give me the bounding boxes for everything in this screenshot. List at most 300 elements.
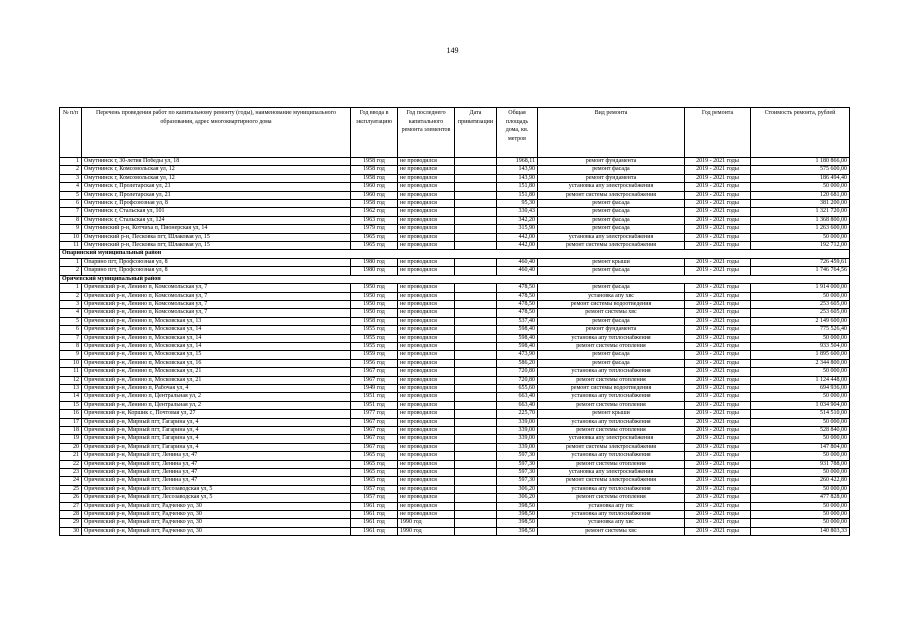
cell-privatization bbox=[455, 384, 497, 392]
cell-work-type: ремонт системы электроснабжения bbox=[538, 477, 685, 485]
cell-repair-year: 2019 - 2021 годы bbox=[685, 183, 751, 191]
cell-work-type: ремонт системы хвс bbox=[538, 309, 685, 317]
cell-repair-year: 2019 - 2021 годы bbox=[685, 284, 751, 292]
cell-year-built: 1960 год bbox=[351, 183, 398, 191]
cell-repair-year: 2019 - 2021 годы bbox=[685, 292, 751, 300]
cell-privatization bbox=[455, 511, 497, 519]
cell-work-type: установка апу электроснабжения bbox=[538, 233, 685, 241]
cell-privatization bbox=[455, 267, 497, 275]
table-header-row bbox=[60, 108, 850, 158]
cell-num: 2 bbox=[60, 292, 82, 300]
cell-last-repair: не проводился bbox=[398, 158, 455, 166]
cell-address: Оричевский р-н, Ленинo п, Центральная ул, 2 bbox=[82, 401, 351, 409]
cell-num: 10 bbox=[60, 233, 82, 241]
cell-area: 720,80 bbox=[497, 368, 538, 376]
cell-cost: 477 828,00 bbox=[751, 494, 850, 502]
cell-num: 4 bbox=[60, 309, 82, 317]
cell-address: Омутнинск г, Пролетарская ул, 21 bbox=[82, 191, 351, 199]
cell-num: 14 bbox=[60, 393, 82, 401]
table-row bbox=[60, 427, 850, 435]
table-row bbox=[60, 359, 850, 367]
cell-work-type: ремонт системы водоотведения bbox=[538, 384, 685, 392]
table-body bbox=[60, 158, 850, 536]
cell-work-type: ремонт фасада bbox=[538, 200, 685, 208]
cell-num: 9 bbox=[60, 225, 82, 233]
cell-area: 342,20 bbox=[497, 216, 538, 224]
cell-work-type: ремонт фасада bbox=[538, 225, 685, 233]
table-row bbox=[60, 519, 850, 527]
cell-num: 20 bbox=[60, 443, 82, 451]
table-row bbox=[60, 435, 850, 443]
header-privatization: Дата приватизации bbox=[455, 108, 497, 158]
cell-cost: 528 840,00 bbox=[751, 427, 850, 435]
cell-repair-year: 2019 - 2021 годы bbox=[685, 435, 751, 443]
cell-privatization bbox=[455, 452, 497, 460]
table-row bbox=[60, 300, 850, 308]
cell-last-repair: не проводился bbox=[398, 359, 455, 367]
cell-repair-year: 2019 - 2021 годы bbox=[685, 452, 751, 460]
cell-cost: 253 605,00 bbox=[751, 309, 850, 317]
cell-area: 339,00 bbox=[497, 443, 538, 451]
cell-privatization bbox=[455, 393, 497, 401]
cell-work-type: установка апу хвс bbox=[538, 292, 685, 300]
cell-last-repair: не проводился bbox=[398, 242, 455, 250]
cell-cost: 1 034 904,00 bbox=[751, 401, 850, 409]
table-row bbox=[60, 174, 850, 182]
cell-address: Оричевский р-н, Мирный пгт, Ленина ул, 47 bbox=[82, 452, 351, 460]
cell-address: Опарино пгт, Профсоюзная ул, 8 bbox=[82, 267, 351, 275]
cell-repair-year: 2019 - 2021 годы bbox=[685, 309, 751, 317]
cell-address: Омутнинск г, Комсомольская ул, 12 bbox=[82, 166, 351, 174]
cell-year-built: 1958 год bbox=[351, 174, 398, 182]
cell-repair-year: 2019 - 2021 годы bbox=[685, 242, 751, 250]
cell-repair-year: 2019 - 2021 годы bbox=[685, 460, 751, 468]
cell-area: 315,90 bbox=[497, 225, 538, 233]
cell-address: Опарино пгт, Профсоюзная ул, 8 bbox=[82, 258, 351, 266]
cell-last-repair: 1990 год bbox=[398, 527, 455, 535]
cell-address: Оричевский р-н, Мирный пгт, Гагарина ул, 4 bbox=[82, 443, 351, 451]
cell-cost: 50 000,00 bbox=[751, 435, 850, 443]
cell-repair-year: 2019 - 2021 годы bbox=[685, 469, 751, 477]
cell-area: 598,40 bbox=[497, 334, 538, 342]
cell-work-type: ремонт фундамента bbox=[538, 174, 685, 182]
table-row bbox=[60, 166, 850, 174]
cell-year-built: 1977 год bbox=[351, 410, 398, 418]
cell-privatization bbox=[455, 174, 497, 182]
cell-last-repair: не проводился bbox=[398, 401, 455, 409]
cell-area: 478,50 bbox=[497, 300, 538, 308]
cell-num: 2 bbox=[60, 267, 82, 275]
cell-work-type: ремонт системы хвс bbox=[538, 527, 685, 535]
cell-num: 18 bbox=[60, 427, 82, 435]
cell-repair-year: 2019 - 2021 годы bbox=[685, 485, 751, 493]
cell-cost: 1 180 866,00 bbox=[751, 158, 850, 166]
cell-repair-year: 2019 - 2021 годы bbox=[685, 200, 751, 208]
cell-year-built: 1967 год bbox=[351, 368, 398, 376]
cell-area: 597,30 bbox=[497, 460, 538, 468]
cell-repair-year: 2019 - 2021 годы bbox=[685, 208, 751, 216]
cell-privatization bbox=[455, 334, 497, 342]
cell-address: Оричевский р-н, Мирный пгт, Гагарина ул, 4 bbox=[82, 435, 351, 443]
cell-repair-year: 2019 - 2021 годы bbox=[685, 267, 751, 275]
cell-privatization bbox=[455, 359, 497, 367]
cell-area: 597,30 bbox=[497, 477, 538, 485]
cell-last-repair: не проводился bbox=[398, 460, 455, 468]
cell-repair-year: 2019 - 2021 годы bbox=[685, 225, 751, 233]
cell-repair-year: 2019 - 2021 годы bbox=[685, 334, 751, 342]
cell-year-built: 1958 год bbox=[351, 166, 398, 174]
cell-work-type: ремонт системы электроснабжения bbox=[538, 191, 685, 199]
cell-repair-year: 2019 - 2021 годы bbox=[685, 359, 751, 367]
cell-address: Оричевский р-н, Ленинo п, Московская ул, 13 bbox=[82, 317, 351, 325]
table-row bbox=[60, 284, 850, 292]
cell-num: 29 bbox=[60, 519, 82, 527]
cell-year-built: 1980 год bbox=[351, 258, 398, 266]
cell-num: 17 bbox=[60, 418, 82, 426]
cell-repair-year: 2019 - 2021 годы bbox=[685, 418, 751, 426]
cell-address: Оричевский р-н, Ленинo п, Московская ул, 21 bbox=[82, 368, 351, 376]
cell-work-type: ремонт фасада bbox=[538, 351, 685, 359]
cell-area: 478,50 bbox=[497, 284, 538, 292]
table-row bbox=[60, 342, 850, 350]
cell-cost: 50 000,00 bbox=[751, 502, 850, 510]
section-row bbox=[60, 275, 850, 283]
cell-privatization bbox=[455, 368, 497, 376]
cell-address: Омутнинск г, Комсомольская ул, 12 bbox=[82, 174, 351, 182]
cell-area: 398,50 bbox=[497, 519, 538, 527]
cell-year-built: 1951 год bbox=[351, 393, 398, 401]
cell-last-repair: не проводился bbox=[398, 225, 455, 233]
cell-repair-year: 2019 - 2021 годы bbox=[685, 166, 751, 174]
cell-work-type: установка апу электроснабжения bbox=[538, 183, 685, 191]
table-row bbox=[60, 183, 850, 191]
cell-privatization bbox=[455, 477, 497, 485]
cell-work-type: ремонт системы отопления bbox=[538, 460, 685, 468]
cell-cost: 50 000,00 bbox=[751, 511, 850, 519]
cell-year-built: 1980 год bbox=[351, 267, 398, 275]
cell-repair-year: 2019 - 2021 годы bbox=[685, 443, 751, 451]
cell-privatization bbox=[455, 317, 497, 325]
cell-privatization bbox=[455, 427, 497, 435]
cell-cost: 260 422,80 bbox=[751, 477, 850, 485]
cell-num: 26 bbox=[60, 494, 82, 502]
cell-last-repair: не проводился bbox=[398, 208, 455, 216]
table-row bbox=[60, 460, 850, 468]
cell-last-repair: не проводился bbox=[398, 233, 455, 241]
cell-year-built: 1959 год bbox=[351, 351, 398, 359]
cell-cost: 50 000,00 bbox=[751, 292, 850, 300]
cell-work-type: установка апу теплоснабжения bbox=[538, 393, 685, 401]
cell-address: Оричевский р-н, Ленинo п, Московская ул, 15 bbox=[82, 351, 351, 359]
cell-year-built: 1957 год bbox=[351, 494, 398, 502]
cell-year-built: 1962 год bbox=[351, 208, 398, 216]
cell-work-type: ремонт системы электроснабжения bbox=[538, 443, 685, 451]
cell-last-repair: не проводился bbox=[398, 174, 455, 182]
cell-cost: 1 914 000,00 bbox=[751, 284, 850, 292]
cell-cost: 694 936,00 bbox=[751, 384, 850, 392]
cell-area: 339,00 bbox=[497, 427, 538, 435]
cell-area: 442,00 bbox=[497, 242, 538, 250]
cell-area: 537,40 bbox=[497, 317, 538, 325]
cell-work-type: ремонт системы отопления bbox=[538, 401, 685, 409]
cell-repair-year: 2019 - 2021 годы bbox=[685, 511, 751, 519]
cell-cost: 1 124 448,00 bbox=[751, 376, 850, 384]
cell-year-built: 1956 год bbox=[351, 359, 398, 367]
cell-year-built: 1965 год bbox=[351, 469, 398, 477]
cell-privatization bbox=[455, 519, 497, 527]
section-title: Оричевский муниципальный район bbox=[60, 275, 850, 283]
cell-privatization bbox=[455, 443, 497, 451]
cell-address: Оричевский р-н, Ленинo п, Московская ул, 14 bbox=[82, 342, 351, 350]
table-row bbox=[60, 191, 850, 199]
cell-num: 10 bbox=[60, 359, 82, 367]
cell-privatization bbox=[455, 342, 497, 350]
cell-privatization bbox=[455, 460, 497, 468]
cell-last-repair: не проводился bbox=[398, 317, 455, 325]
cell-address: Оричевский р-н, Ленинo п, Комсомольская ул, 7 bbox=[82, 309, 351, 317]
table-row bbox=[60, 485, 850, 493]
cell-area: 598,40 bbox=[497, 326, 538, 334]
cell-last-repair: не проводился bbox=[398, 511, 455, 519]
cell-privatization bbox=[455, 502, 497, 510]
cell-num: 15 bbox=[60, 401, 82, 409]
cell-year-built: 1963 год bbox=[351, 216, 398, 224]
cell-area: 586,20 bbox=[497, 359, 538, 367]
cell-year-built: 1965 год bbox=[351, 477, 398, 485]
cell-repair-year: 2019 - 2021 годы bbox=[685, 174, 751, 182]
cell-privatization bbox=[455, 326, 497, 334]
cell-address: Оричевский р-н, Мирный пгт, Радченко ул, 30 bbox=[82, 502, 351, 510]
cell-repair-year: 2019 - 2021 годы bbox=[685, 502, 751, 510]
table-row bbox=[60, 158, 850, 166]
cell-area: 663,40 bbox=[497, 401, 538, 409]
cell-address: Омутнинск г, Стальская ул, 101 bbox=[82, 208, 351, 216]
cell-address: Оричевский р-н, Ленинo п, Центральная ул, 2 bbox=[82, 393, 351, 401]
cell-work-type: ремонт фундамента bbox=[538, 158, 685, 166]
section-title: Опаринский муниципальный район bbox=[60, 250, 850, 258]
cell-address: Омутнинск г, Пролетарская ул, 21 bbox=[82, 183, 351, 191]
cell-area: 339,00 bbox=[497, 418, 538, 426]
cell-year-built: 1965 год bbox=[351, 242, 398, 250]
header-num: № п/п bbox=[60, 108, 82, 158]
cell-work-type: установка апу теплоснабжения bbox=[538, 368, 685, 376]
cell-area: 339,00 bbox=[497, 435, 538, 443]
cell-address: Оричевский р-н, Мирный пгт, Радченко ул, 30 bbox=[82, 527, 351, 535]
cell-cost: 50 000,00 bbox=[751, 334, 850, 342]
cell-repair-year: 2019 - 2021 годы bbox=[685, 527, 751, 535]
cell-num: 11 bbox=[60, 368, 82, 376]
cell-last-repair: не проводился bbox=[398, 292, 455, 300]
cell-area: 442,00 bbox=[497, 233, 538, 241]
cell-work-type: ремонт системы отопления bbox=[538, 494, 685, 502]
cell-area: 460,40 bbox=[497, 267, 538, 275]
cell-cost: 2 149 600,00 bbox=[751, 317, 850, 325]
cell-cost: 726 459,61 bbox=[751, 258, 850, 266]
cell-privatization bbox=[455, 376, 497, 384]
cell-last-repair: не проводился bbox=[398, 183, 455, 191]
cell-privatization bbox=[455, 485, 497, 493]
cell-privatization bbox=[455, 300, 497, 308]
table-row bbox=[60, 469, 850, 477]
cell-area: 460,40 bbox=[497, 258, 538, 266]
cell-repair-year: 2019 - 2021 годы bbox=[685, 384, 751, 392]
cell-cost: 50 000,00 bbox=[751, 418, 850, 426]
cell-work-type: ремонт фасада bbox=[538, 208, 685, 216]
cell-address: Оричевский р-н, Ленинo п, Комсомольская ул, 7 bbox=[82, 300, 351, 308]
cell-last-repair: не проводился bbox=[398, 393, 455, 401]
cell-repair-year: 2019 - 2021 годы bbox=[685, 494, 751, 502]
cell-cost: 50 000,00 bbox=[751, 183, 850, 191]
cell-last-repair: не проводился bbox=[398, 427, 455, 435]
table-row bbox=[60, 258, 850, 266]
cell-address: Омутнинский р-н, Песковка пгт, Шлаковая ул, 15 bbox=[82, 242, 351, 250]
cell-num: 23 bbox=[60, 469, 82, 477]
cell-year-built: 1967 год bbox=[351, 376, 398, 384]
cell-year-built: 1950 год bbox=[351, 284, 398, 292]
cell-num: 27 bbox=[60, 502, 82, 510]
cell-privatization bbox=[455, 292, 497, 300]
cell-cost: 1 746 764,56 bbox=[751, 267, 850, 275]
cell-cost: 775 526,40 bbox=[751, 326, 850, 334]
cell-address: Оричевский р-н, Мирный пгт, Гагарина ул, 4 bbox=[82, 418, 351, 426]
cell-cost: 933 504,00 bbox=[751, 342, 850, 350]
header-area: Общая площадь дома, кв. метров bbox=[497, 108, 538, 158]
cell-cost: 50 000,00 bbox=[751, 469, 850, 477]
cell-work-type: установка апу теплоснабжения bbox=[538, 418, 685, 426]
cell-work-type: ремонт системы электроснабжения bbox=[538, 242, 685, 250]
cell-last-repair: не проводился bbox=[398, 502, 455, 510]
cell-privatization bbox=[455, 351, 497, 359]
cell-last-repair: не проводился bbox=[398, 200, 455, 208]
cell-cost: 575 600,00 bbox=[751, 166, 850, 174]
table-row bbox=[60, 208, 850, 216]
cell-work-type: установка апу электроснабжения bbox=[538, 435, 685, 443]
cell-year-built: 1958 год bbox=[351, 158, 398, 166]
cell-num: 5 bbox=[60, 317, 82, 325]
section-row bbox=[60, 250, 850, 258]
cell-area: 663,40 bbox=[497, 393, 538, 401]
cell-num: 25 bbox=[60, 485, 82, 493]
cell-work-type: ремонт фундамента bbox=[538, 326, 685, 334]
cell-address: Оричевский р-н, Мирный пгт, Ленина ул, 47 bbox=[82, 477, 351, 485]
cell-privatization bbox=[455, 225, 497, 233]
cell-address: Оричевский р-н, Ленинo п, Московская ул, 14 bbox=[82, 334, 351, 342]
cell-work-type: ремонт фасада bbox=[538, 317, 685, 325]
cell-year-built: 1967 год bbox=[351, 443, 398, 451]
cell-area: 330,43 bbox=[497, 208, 538, 216]
cell-cost: 381 200,00 bbox=[751, 200, 850, 208]
repair-register-table bbox=[59, 107, 850, 536]
table-row bbox=[60, 527, 850, 535]
cell-year-built: 1965 год bbox=[351, 452, 398, 460]
cell-privatization bbox=[455, 183, 497, 191]
cell-area: 398,50 bbox=[497, 511, 538, 519]
cell-year-built: 1957 год bbox=[351, 485, 398, 493]
cell-work-type: установка апу гвс bbox=[538, 502, 685, 510]
cell-num: 1 bbox=[60, 258, 82, 266]
cell-cost: 1 263 600,00 bbox=[751, 225, 850, 233]
cell-repair-year: 2019 - 2021 годы bbox=[685, 300, 751, 308]
cell-repair-year: 2019 - 2021 годы bbox=[685, 158, 751, 166]
cell-privatization bbox=[455, 200, 497, 208]
cell-work-type: установка апу хвс bbox=[538, 519, 685, 527]
table-row bbox=[60, 410, 850, 418]
cell-year-built: 1967 год bbox=[351, 418, 398, 426]
cell-year-built: 1967 год bbox=[351, 427, 398, 435]
cell-privatization bbox=[455, 527, 497, 535]
cell-area: 478,50 bbox=[497, 292, 538, 300]
cell-work-type: ремонт фасада bbox=[538, 359, 685, 367]
cell-num: 2 bbox=[60, 166, 82, 174]
cell-year-built: 1961 год bbox=[351, 519, 398, 527]
cell-last-repair: не проводился bbox=[398, 326, 455, 334]
cell-num: 4 bbox=[60, 183, 82, 191]
cell-address: Омутнинск г, Профсоюзная ул, 8 bbox=[82, 200, 351, 208]
cell-area: 473,90 bbox=[497, 351, 538, 359]
cell-last-repair: не проводился bbox=[398, 284, 455, 292]
table-row bbox=[60, 216, 850, 224]
cell-last-repair: не проводился bbox=[398, 191, 455, 199]
cell-num: 19 bbox=[60, 435, 82, 443]
cell-privatization bbox=[455, 166, 497, 174]
cell-address: Оричевский р-н, Ленинo п, Рабочая ул, 4 bbox=[82, 384, 351, 392]
cell-repair-year: 2019 - 2021 годы bbox=[685, 191, 751, 199]
cell-work-type: ремонт фасада bbox=[538, 284, 685, 292]
cell-num: 28 bbox=[60, 511, 82, 519]
cell-num: 22 bbox=[60, 460, 82, 468]
cell-num: 3 bbox=[60, 174, 82, 182]
page-number: 149 bbox=[446, 46, 459, 55]
cell-address: Оричевский р-н, Мирный пгт, Лесозаводская ул, 5 bbox=[82, 485, 351, 493]
cell-area: 598,40 bbox=[497, 342, 538, 350]
table-row bbox=[60, 418, 850, 426]
table-row bbox=[60, 309, 850, 317]
table-row bbox=[60, 292, 850, 300]
cell-last-repair: не проводился bbox=[398, 166, 455, 174]
cell-work-type: ремонт системы отопления bbox=[538, 342, 685, 350]
cell-cost: 147 804,00 bbox=[751, 443, 850, 451]
cell-repair-year: 2019 - 2021 годы bbox=[685, 216, 751, 224]
cell-privatization bbox=[455, 216, 497, 224]
cell-last-repair: не проводился bbox=[398, 485, 455, 493]
cell-privatization bbox=[455, 469, 497, 477]
cell-num: 6 bbox=[60, 200, 82, 208]
table-row bbox=[60, 233, 850, 241]
cell-repair-year: 2019 - 2021 годы bbox=[685, 342, 751, 350]
cell-year-built: 1950 год bbox=[351, 309, 398, 317]
cell-cost: 1 368 800,00 bbox=[751, 216, 850, 224]
cell-area: 597,30 bbox=[497, 452, 538, 460]
cell-privatization bbox=[455, 208, 497, 216]
cell-last-repair: не проводился bbox=[398, 469, 455, 477]
cell-address: Оричевский р-н, Ленинo п, Комсомольская ул, 7 bbox=[82, 284, 351, 292]
cell-year-built: 1950 год bbox=[351, 300, 398, 308]
cell-address: Оричевский р-н, Ленинo п, Московская ул, 14 bbox=[82, 326, 351, 334]
cell-num: 6 bbox=[60, 326, 82, 334]
cell-last-repair: не проводился bbox=[398, 342, 455, 350]
cell-repair-year: 2019 - 2021 годы bbox=[685, 376, 751, 384]
cell-work-type: ремонт системы отопления bbox=[538, 376, 685, 384]
cell-last-repair: не проводился bbox=[398, 267, 455, 275]
cell-repair-year: 2019 - 2021 годы bbox=[685, 258, 751, 266]
cell-num: 13 bbox=[60, 384, 82, 392]
cell-privatization bbox=[455, 284, 497, 292]
table-row bbox=[60, 242, 850, 250]
cell-privatization bbox=[455, 233, 497, 241]
cell-work-type: ремонт системы отопления bbox=[538, 427, 685, 435]
cell-last-repair: 1990 год bbox=[398, 519, 455, 527]
cell-privatization bbox=[455, 242, 497, 250]
